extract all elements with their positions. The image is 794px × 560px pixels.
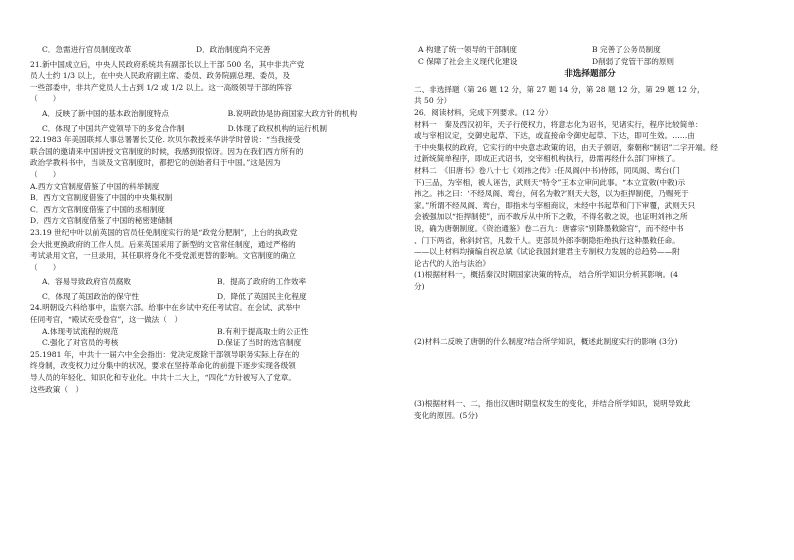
q21-options-row	[30, 123, 390, 135]
q20-option-c: C．急需进行官员制度改革	[42, 45, 132, 54]
q26-material1-line: 材料一 秦及西汉初年，天子行使权力，将意志化为诏书，见诸实行，程序比较简单：	[414, 119, 703, 129]
q26-citation-line: 论古代的人治与法治》	[414, 258, 490, 268]
q21-stem-line: 21.新中国成立后，中央人民政府系统共有副部长以上干部 500 名，其中非共产党	[30, 59, 305, 69]
q23-option-c: C．体现了英国政治的保守性	[42, 291, 139, 301]
q25-stem-line: 这些政策（ ）	[30, 384, 84, 394]
question-21	[30, 59, 390, 135]
q24-option-d: D.保证了当时的选官制度	[217, 338, 302, 348]
question-24	[30, 302, 390, 348]
question-25	[30, 349, 390, 395]
q25-stem-line: 终身制，改变权力过分集中的状况，要求在坚持革命化的前提下逐步实现各级领	[30, 361, 296, 371]
q23-answer-blank: （ ）	[30, 262, 61, 272]
q24-option-c: C.强化了对官员的考核	[42, 338, 119, 348]
section-intro-line: 共 50 分）	[414, 96, 452, 106]
q20-option-d: D．政治制度尚不完善	[196, 45, 271, 54]
section-intro-line: 二、非选择题（第 26 题 12 分，第 27 题 14 分，第 28 题 12 分，第 29 题 12 分，	[414, 84, 705, 94]
answer-space[interactable]	[414, 292, 766, 336]
q24-stem-line: 24.明朝设六科给事中，监察六部。给事中在乡试中充任考试官。在会试、武举中	[30, 303, 301, 313]
q22-answer-blank: （ ）	[30, 169, 61, 179]
q26-sub1: (1)根据材料一，概括秦汉时期国家决策的特点， 结合所学知识分析其影响。(4	[414, 270, 678, 280]
q24-options-row	[30, 326, 390, 338]
q24-stem-line: 任同考官，“殿试充受卷官”，这一做法（ ）	[30, 315, 183, 325]
q22-option-c: C．西方文官制度借鉴了中国的丞相制度	[30, 204, 165, 214]
question-23	[30, 227, 390, 303]
q26-material2-line: 、门下两省，称斜封官，凡数千人。吏部员外郎李朝隐拒绝执行这种墨敕任命。	[414, 235, 680, 245]
question-22	[30, 134, 390, 227]
q26-material2-line: 会被强加以“拒捍制使”，而不敢斥从中所下之敕，不得名敕之说，也证明刘祎之所	[414, 212, 688, 222]
q25-option-c: C 保障了社会主义现代化建设	[418, 56, 518, 66]
question-26	[414, 107, 766, 421]
q22-stem-line: 政治学教科书中，当谈及文官制度时，都把它的创始者归于中国。”这是因为	[30, 158, 281, 168]
answer-space[interactable]	[414, 348, 766, 398]
q25-option-b: B 完善了公务员制度	[592, 45, 661, 54]
q26-material2-line: 祎之。祎之曰：‘不经凤阁、鸾台，何名为敕?’则天大怒，以为拒捍制使，乃赐死于	[414, 189, 689, 199]
q22-option-b: B．西方文官制度借鉴了中国的中央集权制	[30, 193, 173, 203]
q26-sub3-cont: 变化的原因。(5分)	[414, 410, 478, 420]
q26-sub2: (2)材料二反映了唐朝的什么制度?结合所学知识，概述此制度实行的影响 (3分)	[414, 337, 678, 347]
q25-option-d: D削弱了党管干部的原则	[592, 56, 675, 66]
q23-option-b: B．提高了政府的工作效率	[217, 277, 307, 287]
q21-answer-blank: （ ）	[30, 94, 61, 104]
q25-options-row	[414, 44, 766, 56]
q21-option-b: B.说明政协是协商国家大政方针的机构	[227, 108, 358, 118]
q26-material1-line: 过新统简单程序，即成正式诏书，交宰相机构执行，毋需再经什么部门审核了。	[414, 154, 680, 164]
q23-stem-line: 23.19 世纪中叶以前英国的官员任免制度实行的是“政党分肥制”，上台的执政党	[30, 227, 298, 237]
q26-material1-line: 于中央集权的政府，它实行的中央意志政策的诏，由天子颁诏，秦朝称“制诏”二字开端。经	[414, 142, 718, 152]
q24-option-b: B.有利于提高取士的公正性	[217, 326, 309, 336]
q21-stem-line: 一些部委中，非共产党员人士占到 1/2 或 1/2 以上。这一高级领导干部的阵容	[30, 82, 292, 92]
q23-options-row	[30, 276, 390, 288]
q22-option-a: A.西方文官制度借鉴了中国的科举制度	[30, 181, 160, 191]
q26-title: 26．阅读材料，完成下列要求。(12 分）	[414, 107, 553, 117]
q26-material2-line: 家。”所谓不经凤阁、鸾台，即指未与宰相商议，未经中书起草和门下审覆，武则天只	[414, 200, 696, 210]
q25-stem-line: 25.1981 年，中共十一届六中全会指出：党决定废除干部领导职务实际上存在的	[30, 349, 300, 359]
q23-options-row	[30, 291, 390, 303]
q22-stem-line: 22.1983 年美国联邦人事总署署长艾伦. 坎贝尔教授来华讲学时曾说：“当我接受	[30, 135, 301, 145]
q21-option-c: C．体现了中国共产党领导下的多党合作制	[42, 123, 185, 133]
q21-option-d: D.体现了政权机构的运行机制	[227, 123, 327, 133]
q24-options-row	[30, 337, 390, 349]
q22-stem-line: 联合国的邀请来中国讲授文官制度的时候，我感到很惊讶。因为在我们西方所有的	[30, 146, 304, 156]
q26-material2-line: 材料二 《旧唐书》卷八十七《刘祎之传》:任凤阁(中书)侍郎，同凤阁、鸾台(门	[414, 165, 680, 175]
q25-stem-line: 导人员的年轻化、知识化和专业化。中共十二大上，“四化”方针被写入了党章。	[30, 373, 296, 383]
q21-options-row	[30, 108, 390, 120]
q26-sub3: (3)根据材料一、二，指出汉唐时期皇权发生的变化，并结合所学知识，说明导致此	[414, 399, 691, 409]
q24-option-a: A.体现考试流程的规范	[42, 326, 119, 336]
q20-options	[30, 44, 390, 56]
q25-option-a: A 构建了统一领导的干部制度	[418, 45, 518, 54]
q22-option-d: D．西方文官制度借鉴了中国的秘密建储制	[30, 216, 173, 226]
left-column	[30, 44, 390, 395]
q26-material2-line: 下)三品，为宰相，被人诬告，武则天“特令”王本立审问此事。“本立宣敕(中敕)示	[414, 177, 686, 187]
q26-citation-line: ——以上材料均摘编自祝总斌《试论我国封建君主专制权力发展的总趋势——附	[414, 247, 680, 257]
q23-option-a: A．容易导致政府官员腐败	[42, 277, 132, 287]
right-column	[414, 44, 766, 421]
q25-options-row	[414, 56, 766, 68]
q26-material2-line: 说，确为唐朝制度。《资治通鉴》卷二百九：唐睿宗“别降墨敕除官”，而不经中书	[414, 223, 684, 233]
q21-option-a: A．反映了新中国的基本政治制度特点	[42, 108, 169, 118]
q23-stem-line: 会大批更换政府的工作人员。后来英国采用了新型的文官常任制度，通过严格的	[30, 239, 296, 249]
q23-stem-line: 考试录用文官，一旦录用，其任职将身化不受党派更替的影响。文官制度的确立	[30, 251, 296, 261]
q23-option-d: D．降低了英国民主化程度	[217, 291, 307, 301]
q21-stem-line: 员人士约 1/3 以上，在中央人民政府副主席、委员、政务院副总理、委员，及	[30, 71, 291, 81]
section-title: 非选择题部分	[564, 69, 616, 80]
q26-sub1-cont: 分)	[414, 281, 425, 291]
q26-material1-line: 或与宰相议定，交御史起草、下达，或直接命令御史起草、下达，即可生效。……由	[414, 131, 695, 141]
